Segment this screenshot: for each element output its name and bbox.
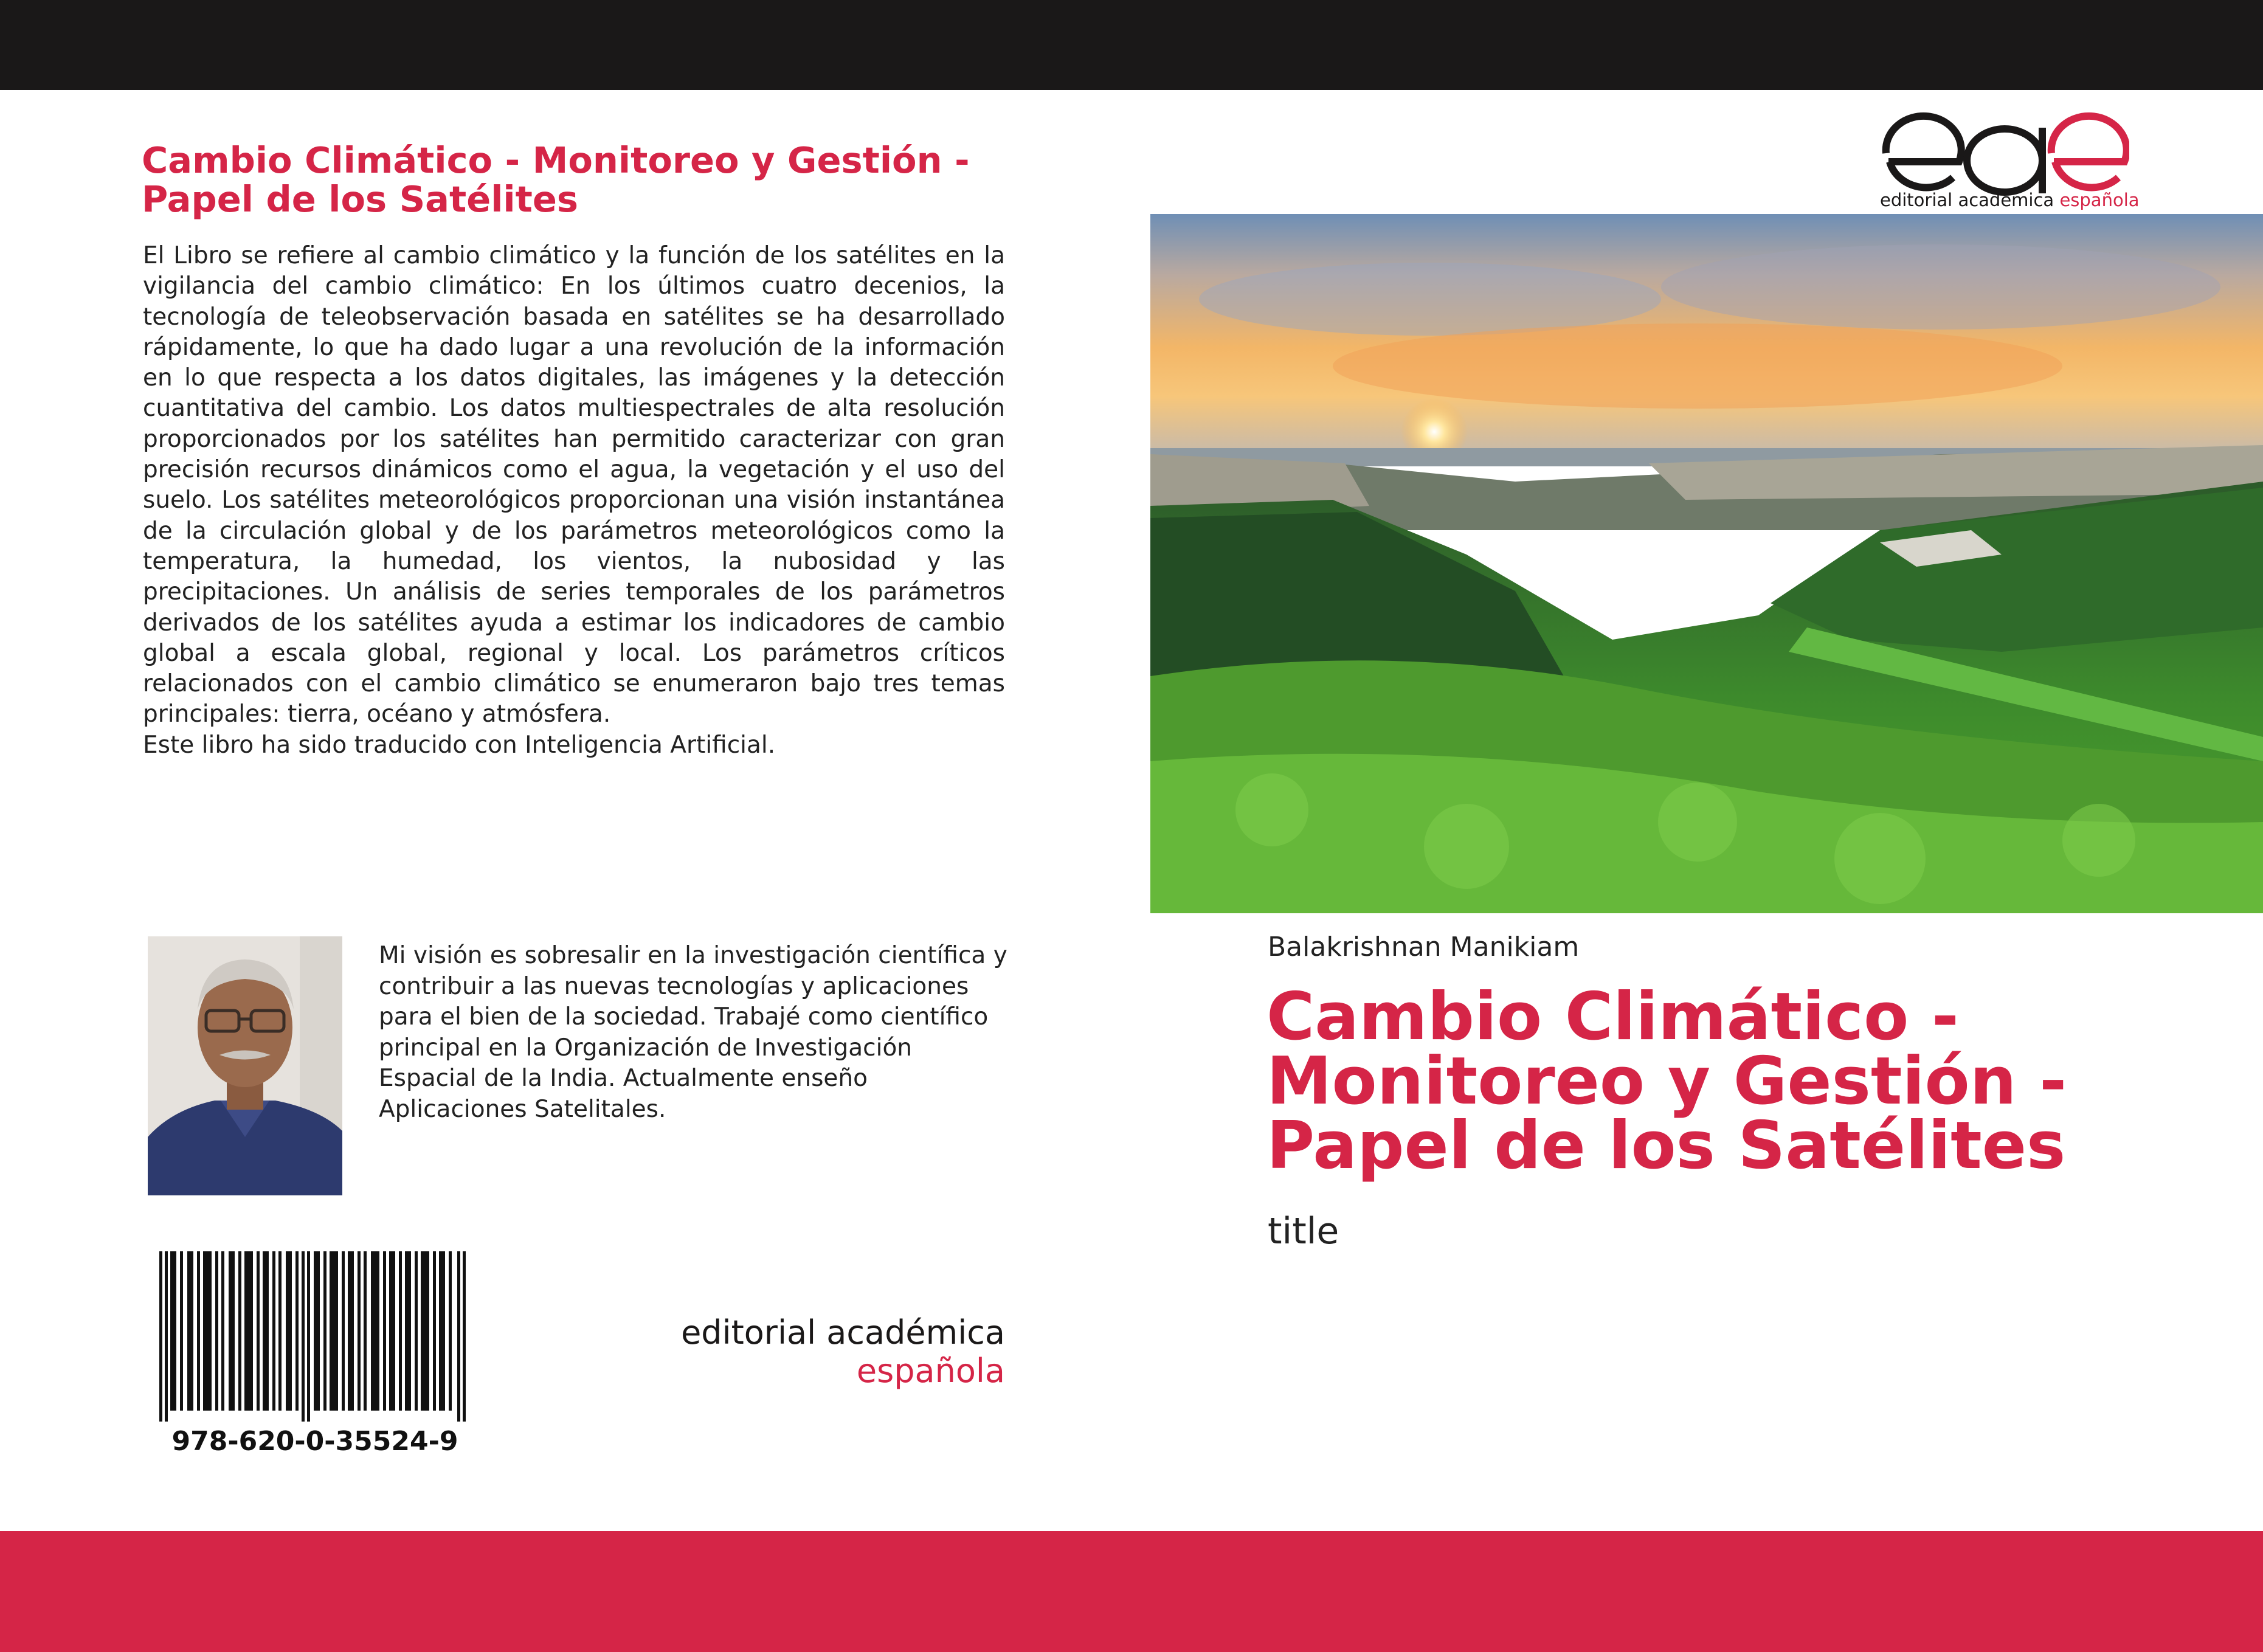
cover-landscape-image bbox=[1150, 214, 2263, 913]
publisher-name-main: editorial académica bbox=[681, 1313, 1005, 1352]
logo-caption bbox=[1880, 190, 2140, 210]
publisher-name-back bbox=[535, 1313, 1005, 1390]
back-cover-title: Cambio Climático - Monitoreo y Gestión - Papel de los Satélites bbox=[142, 139, 970, 220]
publisher-name-accent: española bbox=[856, 1352, 1005, 1390]
blurb-text: El Libro se refiere al cambio climático y la función de los satélites en la vigilancia del cambio climático: En los últimos cuatro decenios, la tecnología de teleobservación basada en satélites se ha desarrollado rápidamente, lo que ha dado lugar a una revolución de la información en lo que respecta a los datos digitales, las imágenes y la detección cuantitativa del cambio. Los datos multiespectrales de alta resolución proporcionados por los satélites han permitido caracterizar con gran precisión recursos dinámicos como el agua, la vegetación y el uso del suelo. Los satélites meteorológicos proporcionan una visión instantánea de la circulación global y de los parámetros meteorológicos como la temperatura, la humedad, los vientos, la nubosidad y las precipitaciones. Un análisis de series temporales de los parámetros derivados de los satélites ayuda a estimar los indicadores de cambio global a escala global, regional y local. Los parámetros críticos relacionados con el cambio climático se enumeraron bajo tres temas principales: tierra, océano y atmósfera. bbox=[143, 242, 1005, 728]
author-photo bbox=[148, 936, 342, 1195]
translation-note: Este libro ha sido traducido con Inteligencia Artificial. bbox=[143, 731, 776, 759]
isbn-number: 978-620-0-35524-9 bbox=[171, 1426, 458, 1457]
front-author-name: Balakrishnan Manikiam bbox=[1268, 931, 1580, 963]
logo-caption-main: editorial académica bbox=[1880, 190, 2054, 210]
back-cover-blurb bbox=[143, 241, 1005, 761]
barcode bbox=[157, 1251, 473, 1422]
logo-caption-accent: española bbox=[2059, 190, 2140, 210]
top-band bbox=[0, 0, 2263, 90]
front-subtitle: title bbox=[1268, 1210, 1339, 1253]
bottom-band bbox=[0, 1531, 2263, 1652]
author-bio: Mi visión es sobresalir en la investigación científica y contribuir a las nuevas tecnologías y aplicaciones para el bien de la sociedad. Trabajé como científico principal en la Organización de Investigación Espacial de la India. Actualmente enseño Aplicaciones Satelitales. bbox=[379, 942, 1007, 1123]
front-cover-title: Cambio Climático - Monitoreo y Gestión - Papel de los Satélites bbox=[1266, 979, 2067, 1184]
